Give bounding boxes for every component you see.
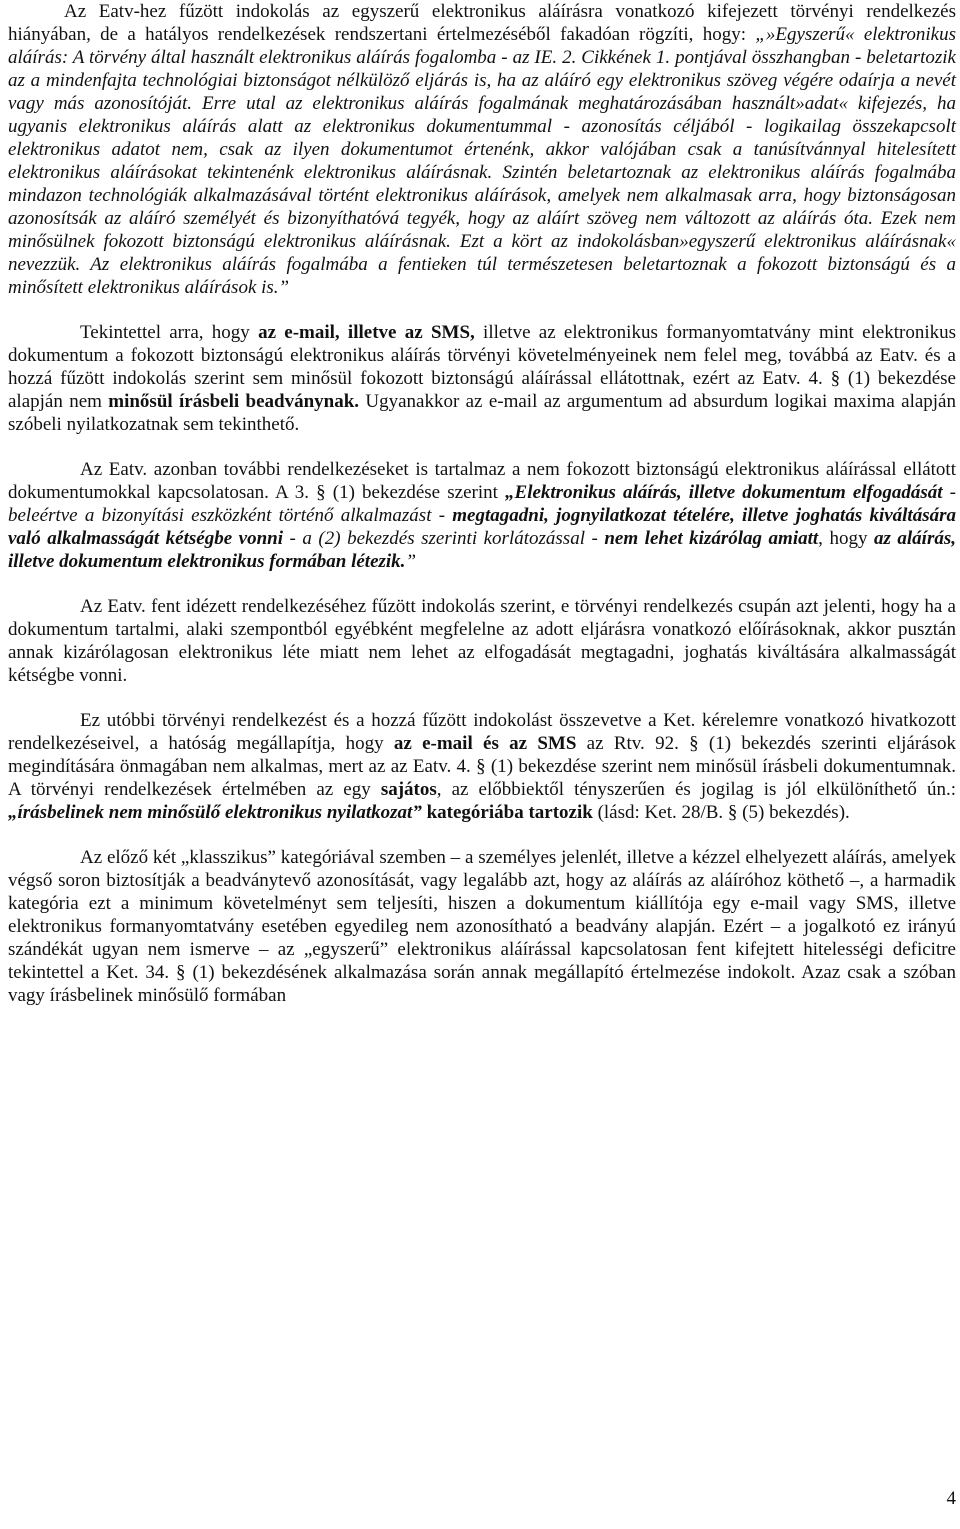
paragraph-text: Az Eatv. azonban további rendelkezéseket is tartalmaz a nem fokozott biztonságú elektronikus aláírással ellátott dokumentumokkal kapcsolatosan. A 3. § (1) bekezdése szerint [8, 459, 956, 503]
bold-emphasis: az e-mail, illetve az SMS, [258, 322, 475, 343]
paragraph-text: , hogy [818, 528, 874, 549]
bold-italic-quote: „írásbelinek nem minősülő elektronikus nyilatkozat” [8, 802, 422, 823]
bold-emphasis: sajátos [380, 779, 437, 800]
paragraph-text: Ugyanakkor az e-mail az argumentum ad absurdum logikai maxima alapján szóbeli nyilatkozatnak sem tekinthető. [8, 391, 956, 435]
paragraph-eatv-provisions [8, 458, 956, 573]
paragraph-text: Ez utóbbi törvényi rendelkezést és a hozzá fűzött indokolást összevetve a Ket. kérelemre vonatkozó hivatkozott rendelkezéseivel, a hatóság megállapítja, hogy [8, 710, 956, 754]
paragraph-classic-categories [8, 846, 956, 1007]
page-number: 4 [946, 1488, 956, 1509]
paragraph-commentary-meaning [8, 595, 956, 687]
bold-italic-quote: nem lehet kizárólag amiatt [604, 528, 819, 549]
paragraph-text: az Rtv. 92. § (1) bekezdés szerinti eljárások megindítására önmagában nem alkalmas, mert az az Eatv. 4. § (1) bekezdése szerint nem minősül írásbeli dokumentumnak. A törvényi rendelkezések értelmében az egy [8, 733, 957, 800]
italic-quote: - a (2) bekezdés szerinti korlátozással - [283, 528, 605, 549]
paragraph-text: Az Eatv. fent idézett rendelkezéséhez fűzött indokolás szerint, e törvényi rendelkezés csupán azt jelenti, hogy ha a dokumentum tartalmi, alaki szempontból egyébként megfelelne az adott eljárásra vonatkozó előírásoknak, akkor pusztán annak kizárólagosan elektronikus léte miatt nem lehet az elfogadását megtagadni, joghatás kiváltására alkalmasságát kétségbe vonni. [8, 596, 956, 686]
paragraph-text: Az előző két „klasszikus” kategóriával szemben – a személyes jelenlét, illetve a kézzel elhelyezett aláírás, amelyek végső soron biztosítják a beadványtevő azonosítását, vagy legalább azt, hogy az aláírás az aláíróhoz köthető –, a harmadik kategória ezt a minimum követelményt sem teljesíti, hiszen a dokumentum kiállítója egy e-mail vagy SMS, illetve elektronikus formanyomtatvány esetében egyedileg nem azonosítható a beadvány alapján. Ezért – a jogalkotó ez irányú szándékát ugyan nem ismerve – az „egyszerű” elektronikus aláírással kapcsolatosan fent kifejtett hitelességi deficitre tekintettel a Ket. 34. § (1) bekezdésének alkalmazása során annak megállapító értelmezése indokolt. Azaz csak a szóban vagy írásbelinek minősülő formában [8, 847, 956, 1006]
bold-emphasis: az e-mail és az SMS [393, 733, 577, 754]
italic-quote: - beleértve a bizonyítási eszközként történő alkalmazást - [8, 482, 957, 526]
quoted-commentary: „»Egyszerű« elektronikus aláírás: A törvény által használt elektronikus aláírás fogalomba - az IE. 2. Cikkének 1. pontjával összhangban - beletartozik az a mindenfajta technológiai biztonságot nélkülöző eljárás is, ha az aláíró egy elektronikus szöveg végére odaírja a nevét vagy más azonosítóját. Erre utal az elektronikus aláírás fogalmának meghatározásában használt»adat« kifejezés, ha ugyanis elektronikus aláírás alatt az elektronikus dokumentummal - azonosítás céljából - logikailag összekapcsolt elektronikus adatot nem, csak az ilyen dokumentumot értenénk, akkor valójában csak a tanúsítvánnyal hitelesített elektronikus aláírásokat tekintenénk elektronikus aláírásnak. Szintén beletartoznak az elektronikus aláírás fogalmába mindazon technológiák alkalmazásával történt elektronikus aláírások, amelyek nem alkalmasak arra, hogy biztonságosan azonosítsák az aláíró személyét és bizonyíthatóvá tegyék, hogy az aláírt szöveg nem változott az aláírás óta. Ezek nem minősülnek fokozott biztonságú elektronikus aláírásnak. Ezt a kört az indokolásban»egyszerű elektronikus aláírásnak« nevezzük. Az elektronikus aláírás fogalmába a fentieken túl természetesen beletartoznak a fokozott biztonságú és a minősített elektronikus aláírások is.” [8, 24, 957, 298]
document-page [8, 0, 956, 1007]
paragraph-text: (lásd: Ket. 28/B. § (5) bekezdés). [592, 802, 850, 823]
bold-italic-quote: az aláírás, illetve dokumentum elektronikus formában létezik. [8, 528, 956, 572]
paragraph-text: illetve az elektronikus formanyomtatvány mint elektronikus dokumentum a fokozott biztonságú elektronikus aláírás törvényi követelményeinek nem felel meg, továbbá az Eatv. és a hozzá fűzött indokolás szerint sem minősül fokozott biztonságú aláírással ellátottnak, ezért az Eatv. 4. § (1) bekezdése alapján nem [8, 322, 956, 412]
paragraph-eatv-commentary [8, 0, 956, 299]
bold-italic-quote: megtagadni, jognyilatkozat tételére, illetve joghatás kiváltására való alkalmasságát kétségbe vonni [8, 505, 957, 549]
bold-italic-quote: „Elektronikus aláírás, illetve dokumentum elfogadását [505, 482, 943, 503]
paragraph-text: , az előbbiektől tényszerűen és jogilag is jól elkülöníthető ún.: [436, 779, 956, 800]
bold-emphasis: minősül írásbeli beadványnak. [108, 391, 360, 412]
paragraph-text: Az Eatv-hez fűzött indokolás az egyszerű elektronikus aláírásra vonatkozó kifejezett törvényi rendelkezés hiányában, de a hatályos rendelkezések rendszertani értelmezéséből fakadóan rögzíti, hogy: [8, 1, 956, 45]
paragraph-text: Tekintettel arra, hogy [80, 322, 259, 343]
bold-emphasis: kategóriába tartozik [426, 802, 593, 823]
paragraph-authority-finding [8, 709, 956, 824]
italic-quote: ” [405, 551, 417, 572]
paragraph-email-sms [8, 321, 956, 436]
